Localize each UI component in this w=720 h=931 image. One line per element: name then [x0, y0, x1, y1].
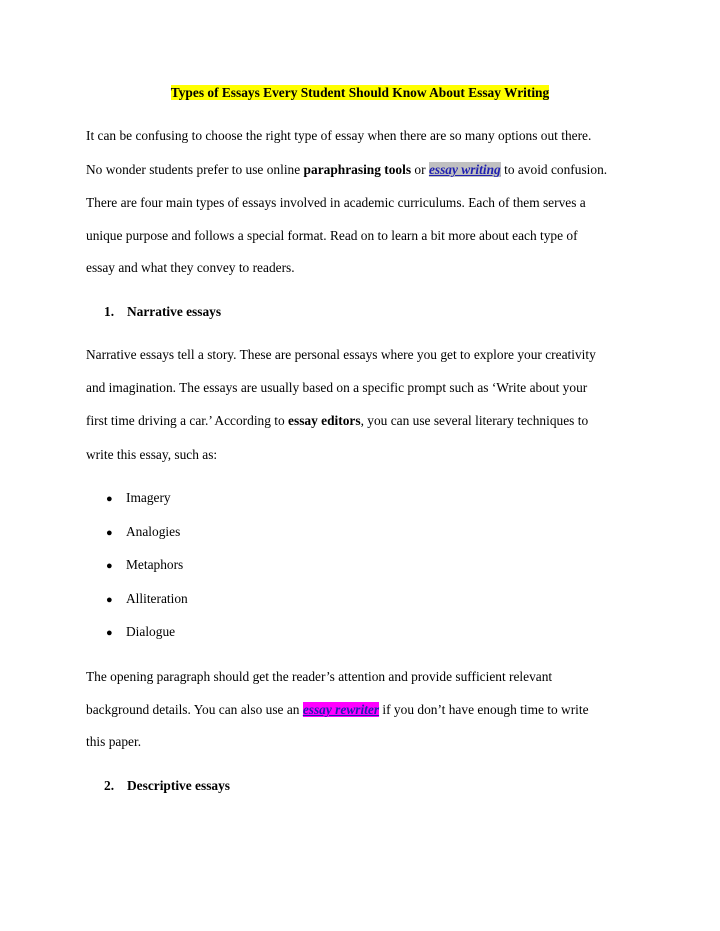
bullet-text: Imagery — [126, 490, 171, 505]
essay-rewriter-link[interactable]: essay rewriter — [302, 702, 380, 717]
bullet-text: Dialogue — [126, 624, 176, 639]
bullet-item — [106, 556, 183, 575]
intro-line-2-text: No wonder students prefer to use online — [86, 162, 304, 177]
title-text: Types of Essays Every Student Should Know About Essay Writing — [170, 85, 550, 100]
intro-line-3: There are four main types of essays involved in academic curriculums. Each of them serves a — [86, 195, 586, 210]
narrative-p2-line-1: The opening paragraph should get the reader’s attention and provide sufficient relevant — [86, 669, 553, 684]
section-heading-text: Descriptive essays — [127, 778, 231, 793]
section-heading-narrative — [104, 303, 221, 321]
bullet-icon: ● — [106, 493, 113, 505]
intro-line-2 — [86, 161, 607, 179]
bullet-item — [106, 523, 180, 542]
section-number: 2. — [104, 778, 115, 793]
bullet-item — [106, 489, 171, 508]
bullet-text: Metaphors — [126, 557, 184, 572]
narrative-line-3-text: first time driving a car.’ According to — [86, 413, 289, 428]
bullet-icon: ● — [106, 527, 113, 539]
narrative-p2-line-2 — [86, 701, 589, 719]
narrative-p2-line-2-end: if you don’t have enough time to write — [379, 702, 589, 717]
bullet-icon: ● — [106, 560, 113, 572]
bullet-icon: ● — [106, 627, 113, 639]
intro-line-4: unique purpose and follows a special format. Read on to learn a bit more about each type of — [86, 228, 578, 243]
bullet-text: Alliteration — [126, 591, 188, 606]
narrative-p2-line-3: this paper. — [86, 734, 142, 749]
essay-writing-link[interactable]: essay writing — [428, 162, 501, 177]
bullet-item — [106, 623, 175, 642]
intro-line-5: essay and what they convey to readers. — [86, 260, 295, 275]
bullet-text: Analogies — [126, 524, 181, 539]
narrative-line-3 — [86, 412, 588, 430]
intro-line-1: It can be confusing to choose the right type of essay when there are so many options out there. — [86, 128, 592, 143]
bullet-icon: ● — [106, 594, 113, 606]
bullet-item — [106, 590, 188, 609]
narrative-line-3-end: , you can use several literary techniques to — [360, 413, 589, 428]
intro-line-2-connector: or — [411, 162, 429, 177]
section-number: 1. — [104, 304, 115, 319]
narrative-line-4: write this essay, such as: — [86, 447, 218, 462]
paraphrasing-tools-text: paraphrasing tools — [303, 162, 412, 177]
narrative-p2-line-2-text: background details. You can also use an — [86, 702, 303, 717]
section-heading-descriptive — [104, 777, 230, 795]
document-title — [0, 84, 720, 102]
essay-editors-text: essay editors — [288, 413, 361, 428]
narrative-line-1: Narrative essays tell a story. These are personal essays where you get to explore your creativity — [86, 347, 596, 362]
narrative-line-2: and imagination. The essays are usually based on a specific prompt such as ‘Write about your — [86, 380, 588, 395]
intro-line-2-end: to avoid confusion. — [500, 162, 608, 177]
section-heading-text: Narrative essays — [127, 304, 222, 319]
